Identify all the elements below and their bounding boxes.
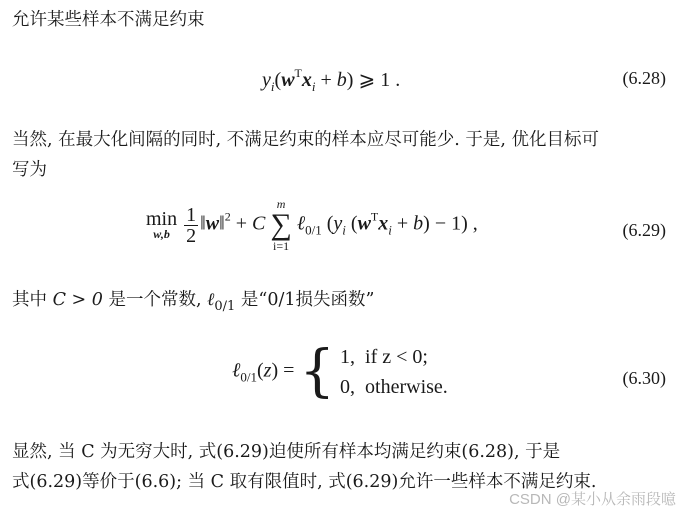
sum-upper-limit: m (276, 197, 286, 211)
equation-6-28: $y_i(w^Tx_i + b)$ ⩾ 1 . (262, 66, 401, 94)
sum-lower-limit: i=1 (272, 239, 290, 253)
paragraph-line: 写为 (12, 160, 47, 180)
watermark: CSDN @某小从余雨段噫 (509, 491, 676, 508)
intro-line: 允许某些样本不满足约束 (12, 10, 205, 30)
math-subscript: 0/1 (214, 299, 236, 314)
paragraph-line: 显然, 当 C 为无穷大时, 式(6.29)迫使所有样本均满足约束(6.28), 于是 (12, 442, 561, 462)
equation-number-6-28: (6.28) (622, 68, 666, 88)
definition-line (12, 288, 374, 319)
case-value: 1, (340, 346, 356, 368)
math-inline: ℓ (207, 290, 215, 310)
equation-number-6-30: (6.30) (622, 368, 666, 388)
min-subscript: w,b (153, 227, 170, 241)
paragraph-line: 当然, 在最大化间隔的同时, 不满足约束的样本应尽可能少. 于是, 优化目标可 (12, 130, 599, 150)
text-fragment: 其中 (12, 290, 47, 310)
text-fragment: 是一个常数, (108, 290, 202, 310)
equation-number-6-29: (6.29) (622, 220, 666, 240)
paragraph-line: 式(6.29)等价于(6.6); 当 C 取有限值时, 式(6.29)允许一些样本不满足约束. (12, 472, 597, 492)
text-fragment: 是“0/1损失函数” (240, 290, 375, 310)
case-value: 0, (340, 376, 356, 398)
case-condition: if z < 0; (365, 346, 428, 368)
math-inline: C > 0 (52, 290, 103, 310)
equation-6-29: min w,b $\frac{1}{2}$ ‖w‖$^2$ + C m ∑ i=1 ℓ$_{0/1}$ ($y_i$ $(w^Tx_i + b) - 1$) , (146, 197, 478, 253)
case-condition: otherwise. (365, 376, 448, 398)
equation-6-30: ℓ$_{0/1}$(z) = { 1, if z < 0; 0, otherwise. (232, 339, 448, 404)
